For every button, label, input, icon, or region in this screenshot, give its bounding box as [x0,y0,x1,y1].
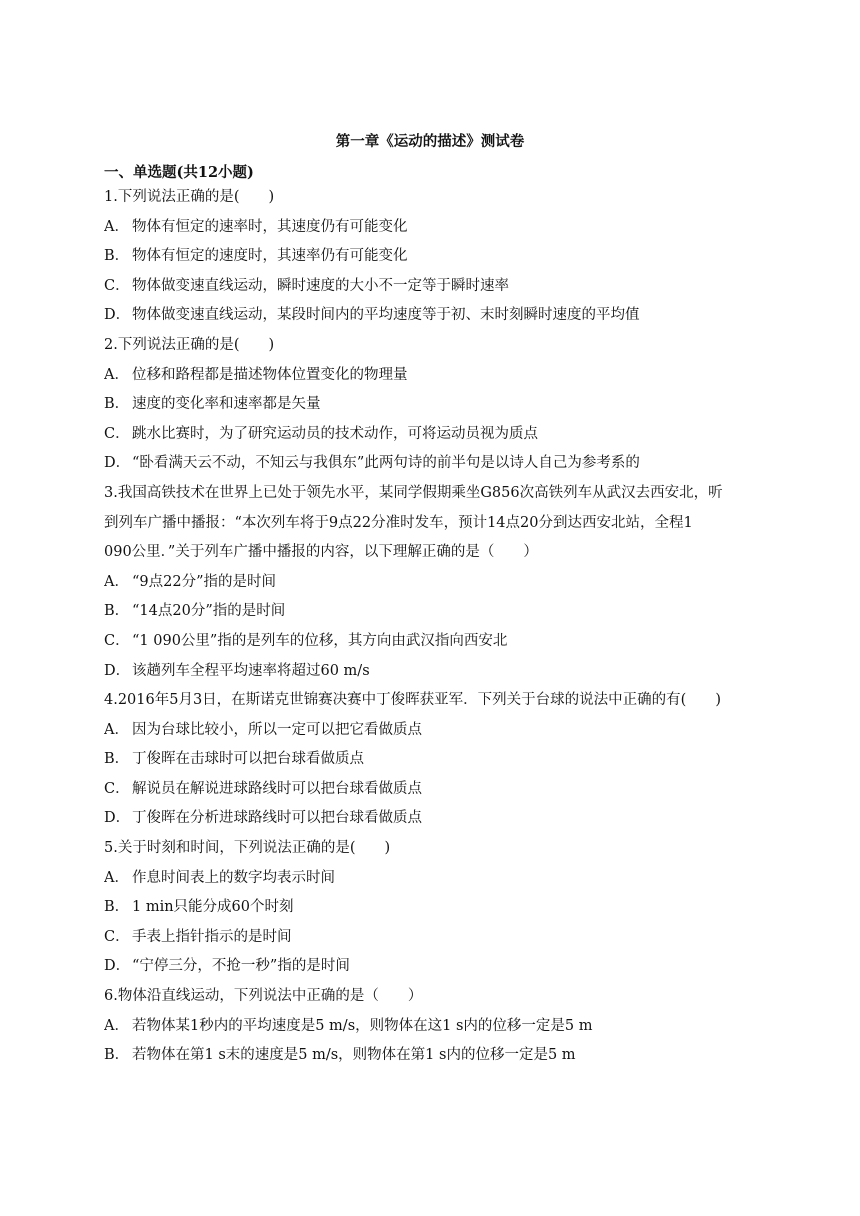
option-text: 物体有恒定的速度时，其速率仍有可能变化 [132,248,408,265]
section-heading: 一、单选题(共12小题) [104,164,254,181]
option-key: B． [104,899,130,916]
question-6 [104,982,760,1071]
option-text: 若物体某1秒内的平均速度是5 m/s，则物体在这1 s内的位移一定是5 m [132,1017,593,1034]
option-key: B． [104,751,130,768]
option-key: A． [104,573,129,590]
option-key: D． [104,455,131,472]
answer-option [104,864,760,894]
answer-option [104,301,760,331]
answer-option [104,1012,760,1042]
option-text: 物体做变速直线运动，某段时间内的平均速度等于初、末时刻瞬时速度的平均值 [132,307,640,324]
question-stem-line: 1.下列说法正确的是( ) [104,189,275,205]
question-5 [104,834,760,982]
answer-option [104,272,760,302]
question-1 [104,183,760,331]
option-text: 物体做变速直线运动，瞬时速度的大小不一定等于瞬时速率 [132,277,509,294]
question-stem-line: 090公里．”关于列车广播中播报的内容，以下理解正确的是（ ） [104,544,538,561]
option-text: “卧看满天云不动，不知云与我俱东”此两句诗的前半句是以诗人自己为参考系的 [132,455,640,472]
option-key: B． [104,396,130,413]
option-key: C． [104,425,130,442]
answer-option [104,449,760,479]
option-key: C． [104,632,130,649]
option-text: 丁俊晖在击球时可以把台球看做质点 [132,751,364,768]
option-key: A． [104,366,129,383]
option-key: C． [104,277,130,294]
answer-option [104,242,760,272]
option-text: “14点20分”指的是时间 [132,603,286,620]
option-text: 若物体在第1 s末的速度是5 m/s，则物体在第1 s内的位移一定是5 m [132,1047,576,1064]
option-text: 物体有恒定的速率时，其速度仍有可能变化 [132,218,408,235]
option-text: 该趟列车全程平均速率将超过60 m/s [132,662,370,679]
option-key: A． [104,869,129,886]
option-text: 因为台球比较小，所以一定可以把它看做质点 [132,721,422,738]
option-text: 作息时间表上的数字均表示时间 [132,869,335,886]
option-key: B． [104,248,130,265]
option-text: 位移和路程都是描述物体位置变化的物理量 [132,366,408,383]
question-3 [104,479,760,686]
option-key: C． [104,780,130,797]
option-text: 解说员在解说进球路线时可以把台球看做质点 [132,780,422,797]
answer-option [104,568,760,598]
option-text: 跳水比赛时，为了研究运动员的技术动作，可将运动员视为质点 [132,425,538,442]
question-4 [104,686,760,834]
answer-option [104,657,760,687]
option-text: 手表上指针指示的是时间 [132,928,292,945]
document-title: 第一章《运动的描述》测试卷 [335,133,525,150]
answer-option [104,775,760,805]
option-text: “1 090公里”指的是列车的位移，其方向由武汉指向西安北 [132,632,508,649]
answer-option [104,420,760,450]
question-stem-line: 4.2016年5月3日，在斯诺克世锦赛决赛中丁俊晖获亚军．下列关于台球的说法中正确的有( ) [104,692,721,709]
option-key: D． [104,810,131,827]
option-key: D． [104,958,131,975]
question-stem-line: 2.下列说法正确的是( ) [104,336,275,353]
answer-option [104,716,760,746]
option-key: B． [104,1047,130,1064]
option-key: C． [104,928,130,945]
option-key: A． [104,218,129,235]
option-text: 丁俊晖在分析进球路线时可以把台球看做质点 [132,810,422,827]
answer-option [104,627,760,657]
question-2 [104,331,760,479]
option-key: B． [104,603,130,620]
answer-option [104,923,760,953]
option-text: “9点22分”指的是时间 [132,573,277,590]
answer-option [104,893,760,923]
option-key: D． [104,307,131,324]
option-key: A． [104,1017,129,1034]
question-stem-line: 3.我国高铁技术在世界上已处于领先水平，某同学假期乘坐G856次高铁列车从武汉去西安北，听 [104,484,723,501]
option-key: D． [104,662,131,679]
question-stem-line: 6.物体沿直线运动，下列说法中正确的是（ ） [104,988,423,1005]
option-text: 速度的变化率和速率都是矢量 [132,396,321,413]
answer-option [104,213,760,243]
answer-option [104,390,760,420]
option-text: 1 min只能分成60个时刻 [132,899,294,916]
question-stem-line: 5.关于时刻和时间，下列说法正确的是( ) [104,840,391,857]
answer-option [104,597,760,627]
answer-option [104,1041,760,1071]
option-key: A． [104,721,129,738]
answer-option [104,804,760,834]
answer-option [104,361,760,391]
question-stem-line: 到列车广播中播报：“本次列车将于9点22分准时发车，预计14点20分到达西安北站，全程1 [104,514,693,531]
option-text: “宁停三分，不抢一秒”指的是时间 [132,958,350,975]
answer-option [104,745,760,775]
answer-option [104,952,760,982]
question-list [104,183,760,1071]
